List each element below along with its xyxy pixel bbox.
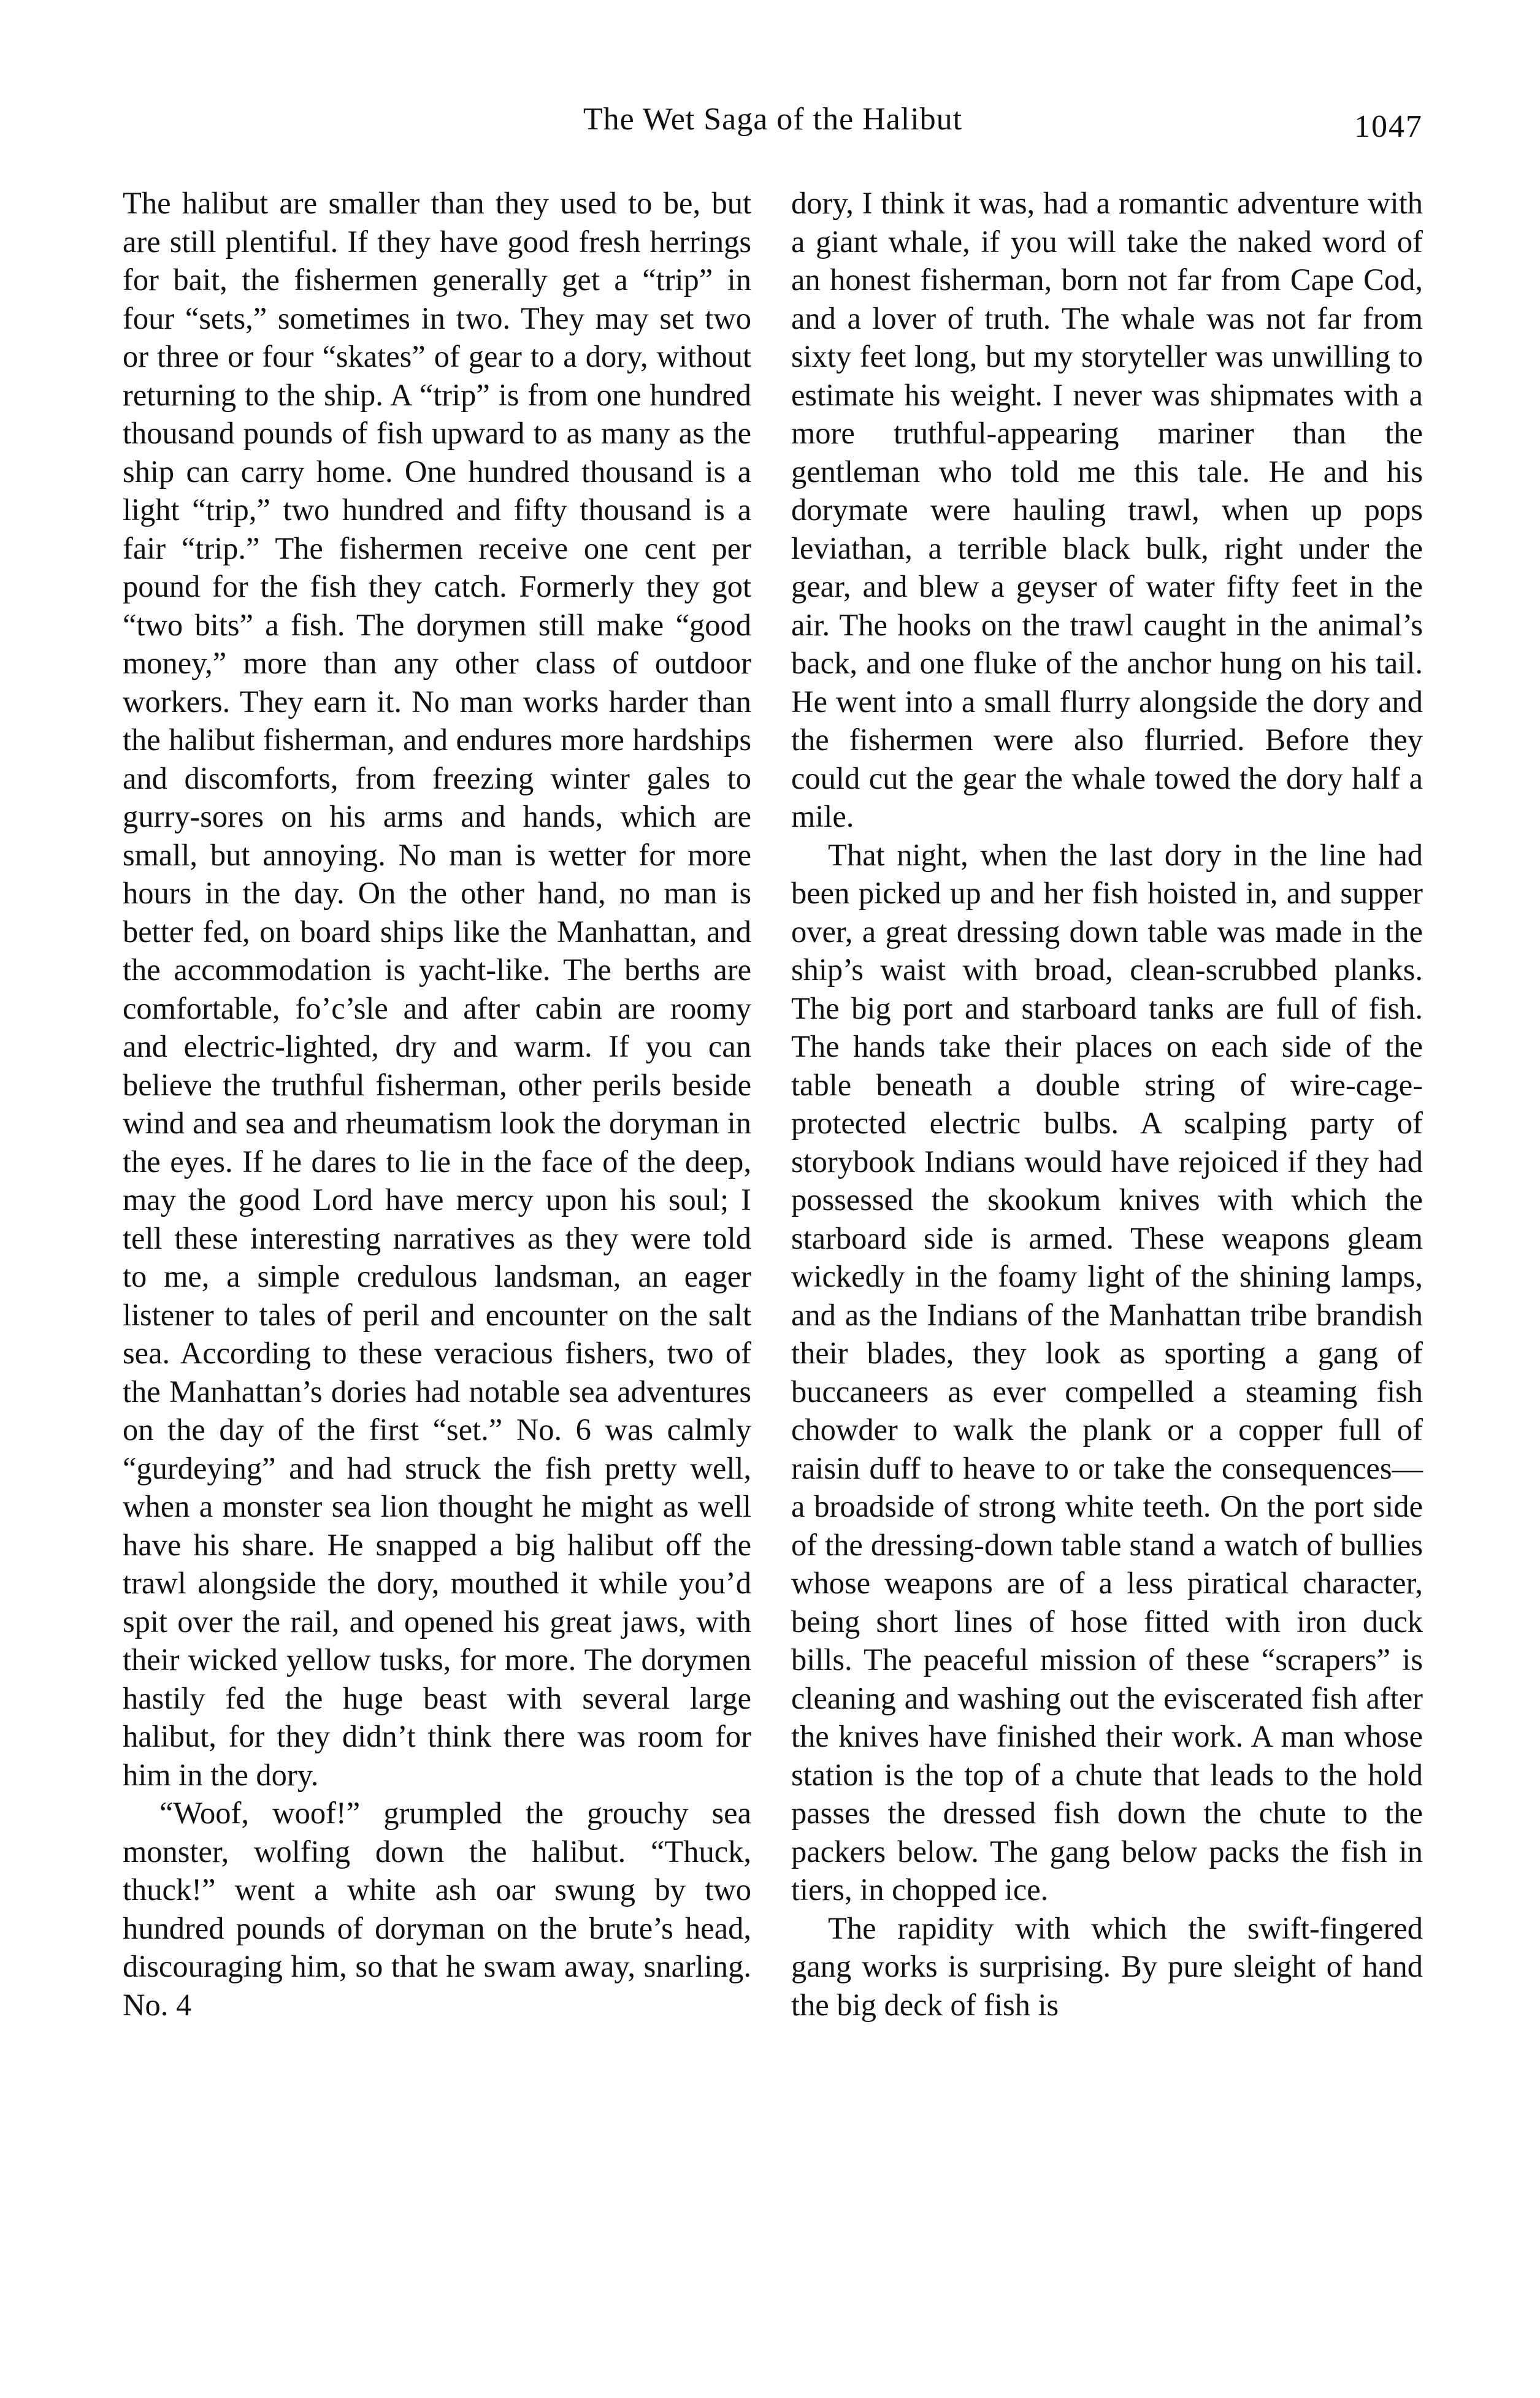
- paragraph-whale-adventure: dory, I think it was, had a romantic adventure with a giant whale, if you will take the naked word of an honest fisherman, born not far from Cape Cod, and a lover of truth. The whale was not far from sixty feet long, but my storyteller was unwilling to estimate his weight. I never was shipmates with a more truthful-appearing mariner than the gentleman who told me this tale. He and his dorymate were hauling trawl, when up pops leviathan, a terrible black bulk, right under the gear, and blew a geyser of water fifty feet in the air. The hooks on the trawl caught in the animal’s back, and one fluke of the anchor hung on his tail. He went into a small flurry alongside the dory and the fishermen were also flurried. Before they could cut the gear the whale towed the dory half a mile.: [791, 186, 1423, 833]
- right-column: [791, 184, 1423, 2024]
- paragraph-rapidity: The rapidity with which the swift-fingered gang works is surprising. By pure sleight of hand the big deck of fish is: [791, 1910, 1423, 2022]
- paragraph-dressing-down-table: That night, when the last dory in the line had been picked up and her fish hoisted in, and supper over, a great dressing down table was made in the ship’s waist with broad, clean-scrubbed planks. The big port and starboard tanks are full of fish. The hands take their places on each side of the table beneath a double string of wire-cage-protected electric bulbs. A scalping party of storybook Indians would have rejoiced if they had possessed the skookum knives with which the starboard side is armed. These weapons gleam wickedly in the foamy light of the shining lamps, and as the Indians of the Manhattan tribe brandish their blades, they look as sporting a gang of buccaneers as ever compelled a steaming fish chowder to walk the plank or a copper full of raisin duff to heave to or take the consequences—a broadside of strong white teeth. On the port side of the dressing-down table stand a watch of bullies whose weapons are of a less piratical character, being short lines of hose fitted with iron duck bills. The peaceful mission of these “scrapers” is cleaning and washing out the eviscerated fish after the knives have finished their work. A man whose station is the top of a chute that leads to the hold passes the dressed fish down the chute to the packers below. The gang below packs the fish in tiers, in chopped ice.: [791, 837, 1423, 1907]
- left-column: [123, 184, 751, 2024]
- paragraph-halibut-trips: The halibut are smaller than they used to be, but are still plentiful. If they have good fresh herrings for bait, the fishermen generally get a “trip” in four “sets,” sometimes in two. They may set two or three or four “skates” of gear to a dory, without returning to the ship. A “trip” is from one hundred thousand pounds of fish upward to as many as the ship can carry home. One hundred thousand is a light “trip,” two hundred and fifty thousand is a fair “trip.” The fishermen receive one cent per pound for the fish they catch. Formerly they got “two bits” a fish. The dorymen still make “good money,” more than any other class of outdoor workers. They earn it. No man works harder than the halibut fisherman, and endures more hardships and discomforts, from freezing winter gales to gurry-sores on his arms and hands, which are small, but annoying. No man is wetter for more hours in the day. On the other hand, no man is better fed, on board ships like the Manhattan, and the accommodation is yacht-like. The berths are comfortable, fo’c’sle and after cabin are roomy and electric-lighted, dry and warm. If you can believe the truthful fisherman, other perils beside wind and sea and rheumatism look the doryman in the eyes. If he dares to lie in the face of the deep, may the good Lord have mercy upon his soul; I tell these interesting narratives as they were told to me, a simple credulous landsman, an eager listener to tales of peril and encounter on the salt sea. According to these veracious fishers, two of the Manhattan’s dories had notable sea adventures on the day of the first “set.” No. 6 was calmly “gurdeying” and had struck the fish pretty well, when a monster sea lion thought he might as well have his share. He snapped a big halibut off the trawl alongside the dory, mouthed it while you’d spit over the rail, and opened his great jaws, with their wicked yellow tusks, for more. The dorymen hastily fed the huge beast with several large halibut, for they didn’t think there was room for him in the dory.: [123, 186, 751, 1792]
- running-title: The Wet Saga of the Halibut: [583, 102, 963, 137]
- page-number: 1047: [1354, 109, 1423, 144]
- paragraph-sea-lion-woof: “Woof, woof!” grumpled the grouchy sea monster, wolfing down the halibut. “Thuck, thuck!” went a white ash oar swung by two hundred pounds of doryman on the brute’s head, discouraging him, so that he swam away, snarling. No. 4: [123, 1796, 751, 2022]
- running-head: [123, 101, 1423, 156]
